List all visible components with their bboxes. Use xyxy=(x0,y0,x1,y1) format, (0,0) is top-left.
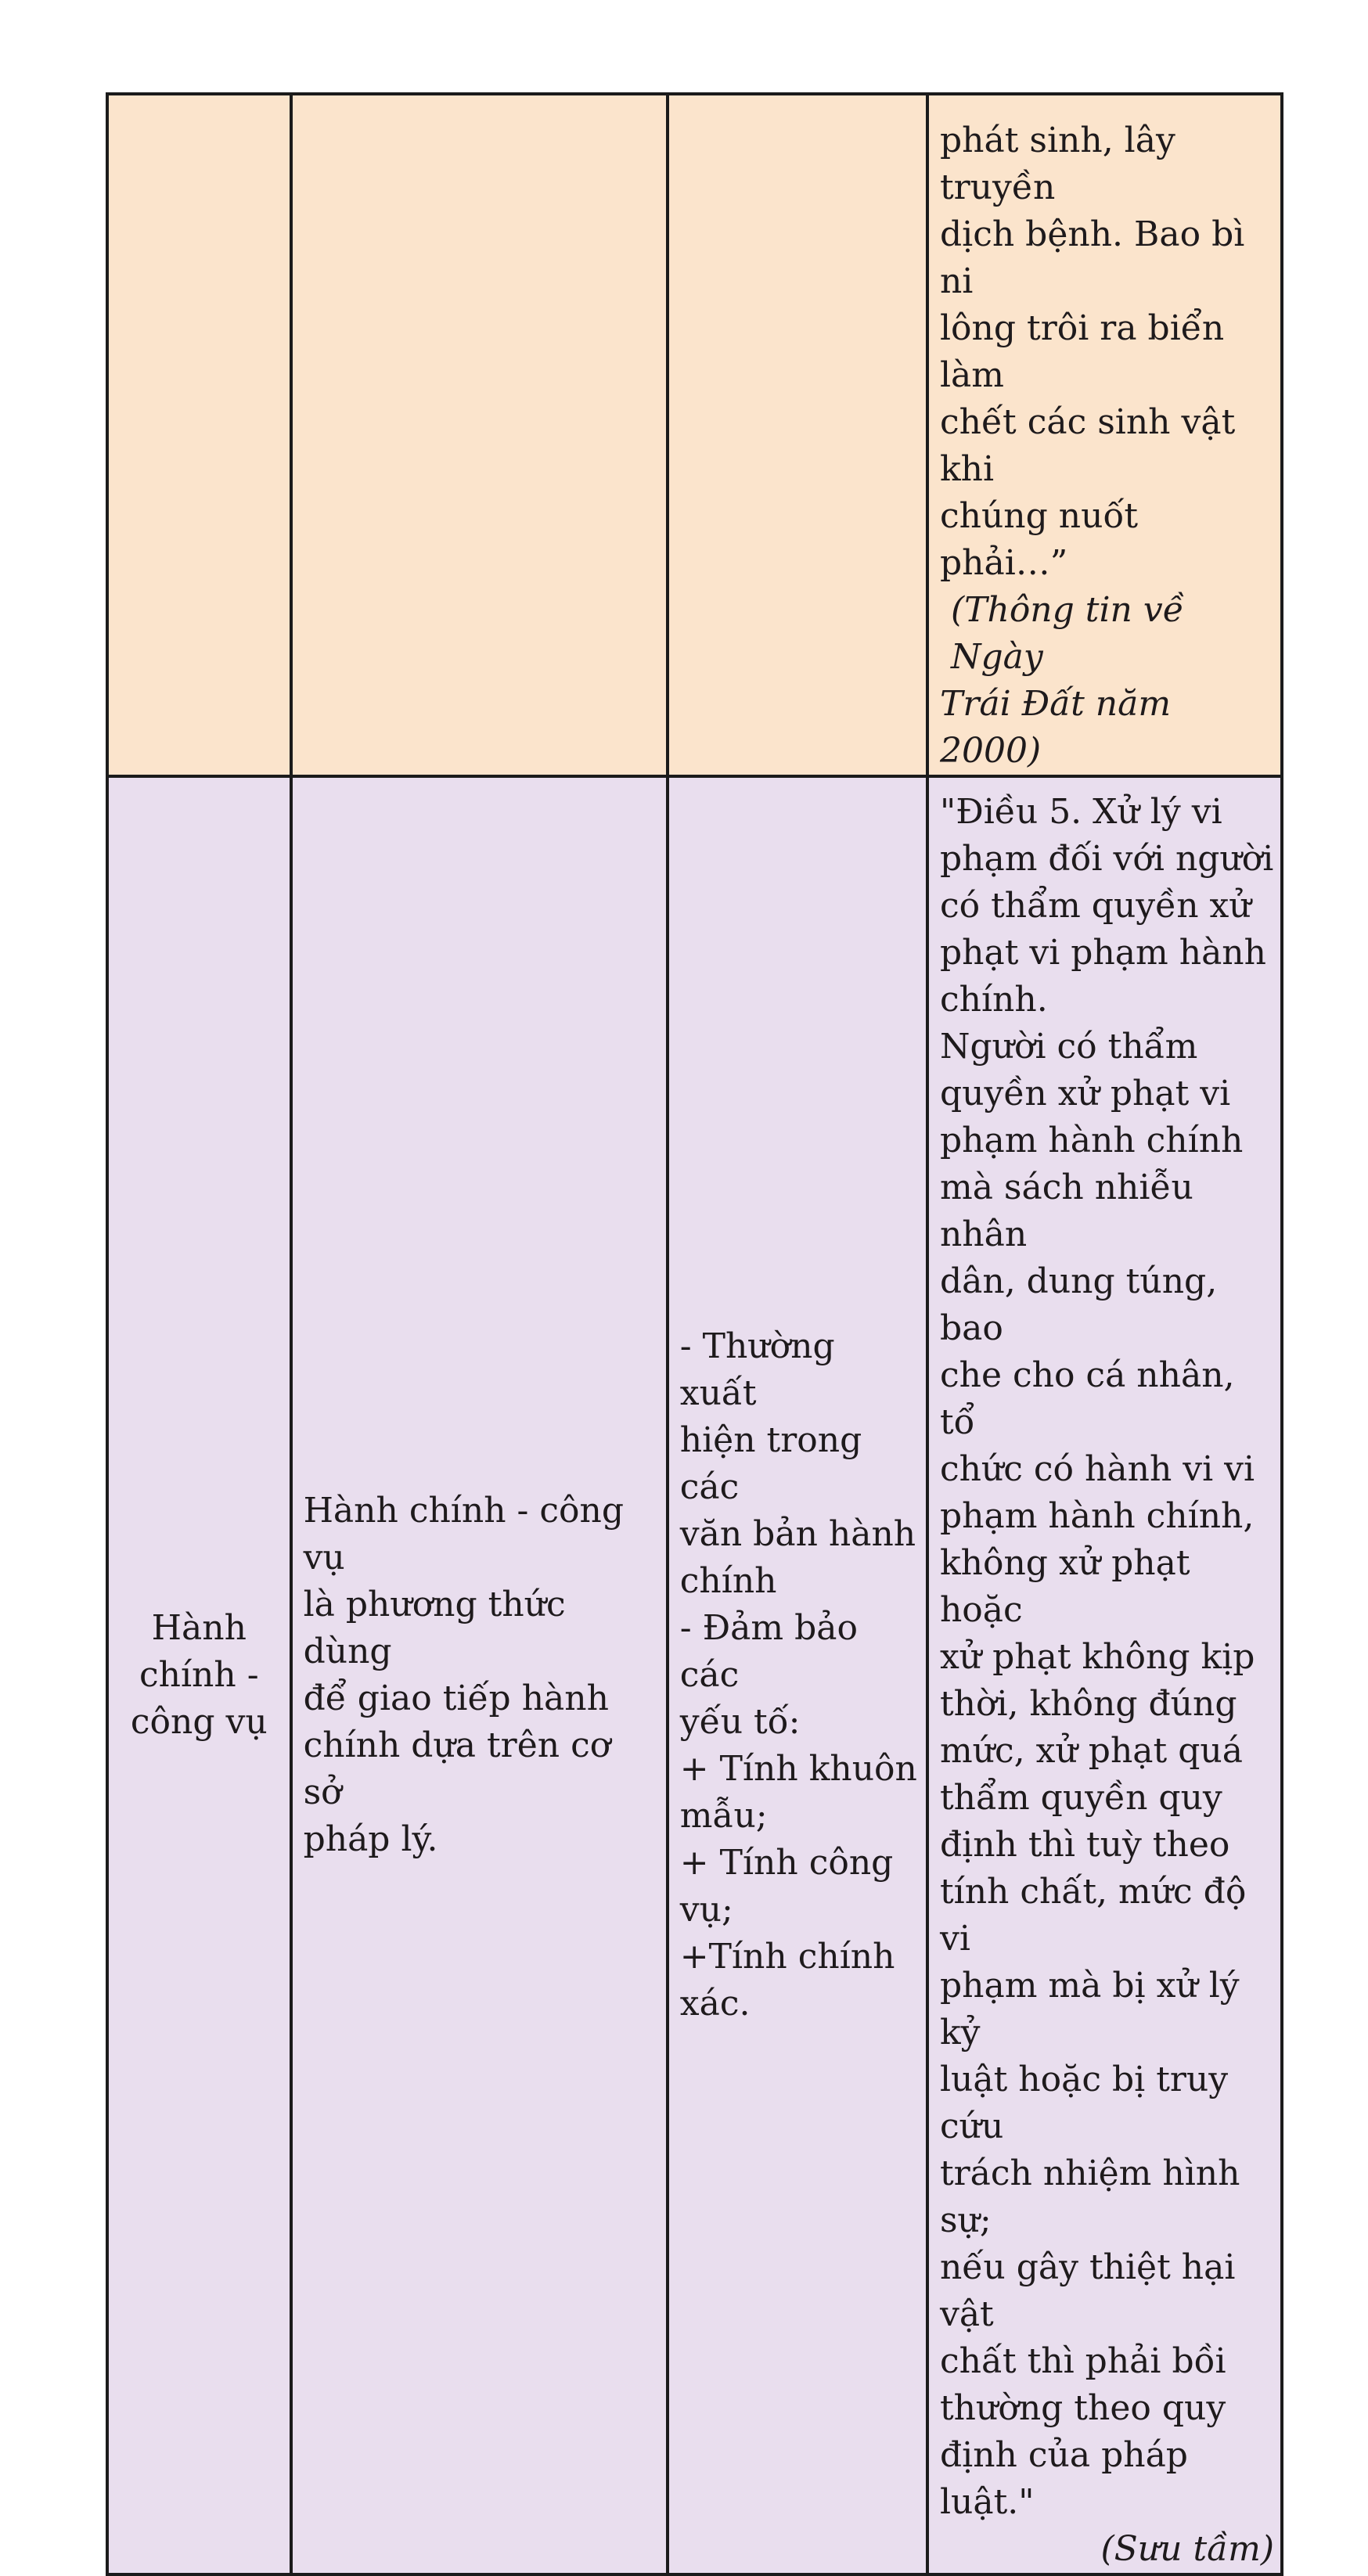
example-text-line: chết các sinh vật khi xyxy=(939,402,1247,489)
definition-line: Hành chính - công vụ xyxy=(303,1491,635,1578)
example-text-line: dịch bệnh. Bao bì ni xyxy=(939,214,1256,301)
row1-col2-cell xyxy=(291,94,668,776)
example-text-line: định của pháp luật." xyxy=(939,2435,1199,2522)
example-text-line: phát sinh, lây truyền xyxy=(939,121,1186,207)
characteristic-line: - Đảm bảo các xyxy=(679,1608,869,1695)
example-text-line: Người có thẩm xyxy=(939,1027,1198,1067)
characteristic-line: xác. xyxy=(679,1984,751,2024)
example-text-line: thẩm quyền quy xyxy=(939,1778,1222,1818)
example-text-line: dân, dung túng, bao xyxy=(939,1261,1229,1348)
table-row xyxy=(107,94,1282,776)
example-text-line: thời, không đúng xyxy=(939,1684,1237,1724)
comparison-table xyxy=(106,92,1283,2576)
example-text-line: xử phạt không kịp xyxy=(939,1637,1255,1677)
example-source-line: (Sưu tầm) xyxy=(1100,2529,1274,2569)
example-text-line: che cho cá nhân, tổ xyxy=(939,1355,1246,1442)
row1-col4-cell xyxy=(927,94,1282,776)
definition-line: để giao tiếp hành xyxy=(303,1678,609,1718)
example-text-line: phạm hành chính xyxy=(939,1121,1244,1160)
example-source-line: Trái Đất năm 2000) xyxy=(939,684,1183,771)
characteristic-line: chính xyxy=(679,1561,777,1601)
style-name-cell xyxy=(107,776,291,2574)
example-text-line: không xử phạt hoặc xyxy=(939,1543,1201,1630)
example-text-line: lông trôi ra biển làm xyxy=(939,308,1236,395)
style-name-line: chính - xyxy=(139,1655,259,1695)
definition-line: pháp lý. xyxy=(303,1819,438,1859)
example-text-line: chính. xyxy=(939,980,1048,1020)
characteristic-line: văn bản hành xyxy=(679,1514,916,1554)
characteristic-line: + Tính khuôn xyxy=(679,1749,917,1789)
characteristic-line: - Thường xuất xyxy=(679,1326,846,1413)
row1-col3-cell xyxy=(668,94,927,776)
example-text-line: trách nhiệm hình sự; xyxy=(939,2153,1251,2240)
definition-line: là phương thức dùng xyxy=(303,1585,577,1671)
characteristic-line: vụ; xyxy=(679,1890,733,1930)
characteristic-line: mẫu; xyxy=(679,1796,768,1836)
example-text-line: chức có hành vi vi xyxy=(939,1449,1255,1489)
characteristics-cell xyxy=(668,776,927,2574)
definition-line: chính dựa trên cơ sở xyxy=(303,1725,622,1812)
example-text-line: "Điều 5. Xử lý vi xyxy=(939,792,1222,832)
style-name-line: Hành xyxy=(151,1608,247,1648)
example-text-line: thường theo quy xyxy=(939,2388,1226,2428)
example-text-line: chất thì phải bồi xyxy=(939,2341,1226,2381)
example-text-line: phạm hành chính, xyxy=(939,1496,1255,1536)
example-cell xyxy=(927,776,1282,2574)
row1-col1-cell xyxy=(107,94,291,776)
example-text-line: quyền xử phạt vi xyxy=(939,1074,1231,1114)
style-name-line: công vụ xyxy=(130,1702,268,1742)
example-text-line: phạm mà bị xử lý kỷ xyxy=(939,1966,1251,2053)
example-text-line: luật hoặc bị truy cứu xyxy=(939,2060,1240,2146)
characteristic-line: hiện trong các xyxy=(679,1420,873,1507)
characteristic-line: yếu tố: xyxy=(679,1702,801,1742)
characteristic-line: +Tính chính xyxy=(679,1937,895,1977)
characteristic-line: + Tính công xyxy=(679,1843,894,1883)
example-text-line: định thì tuỳ theo xyxy=(939,1825,1230,1865)
example-text-line: phạm đối với người xyxy=(939,839,1274,879)
example-text-line: chúng nuốt phải…” xyxy=(939,496,1150,583)
example-text-line: nếu gây thiệt hại vật xyxy=(939,2247,1247,2334)
example-text-line: có thẩm quyền xử xyxy=(939,886,1251,926)
example-source-line: (Thông tin về Ngày xyxy=(950,590,1195,677)
example-text-line: tính chất, mức độ vi xyxy=(939,1872,1258,1959)
definition-cell xyxy=(291,776,668,2574)
example-text-line: mà sách nhiễu nhân xyxy=(939,1167,1204,1254)
example-text-line: mức, xử phạt quá xyxy=(939,1731,1243,1771)
example-text-line: phạt vi phạm hành xyxy=(939,933,1266,973)
table-row xyxy=(107,776,1282,2574)
